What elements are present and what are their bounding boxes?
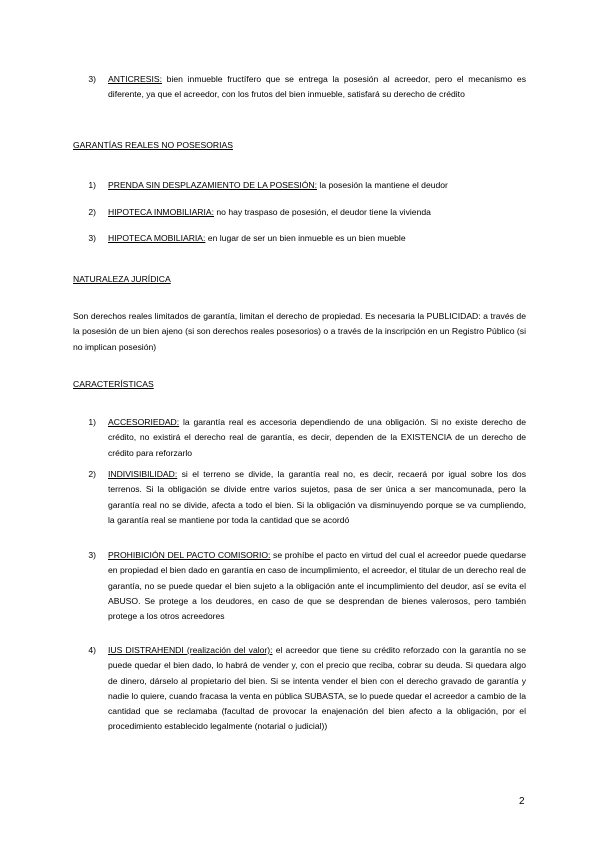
item-number: 2) [88,207,96,217]
section-paragraph: Son derechos reales limitados de garantía, limitan el derecho de propiedad. Es necesaria la PUBLICIDAD: a través de la posesión de un bien ajeno (si son derechos reales posesorios) o a través de la inscripción en un Registro Público (si no implican posesión) [73,311,526,352]
item-description: la posesión la mantiene el deudor [317,180,448,190]
item-text [108,548,526,624]
item-text [108,415,526,461]
item-number: 1) [88,417,96,427]
item-number: 1) [88,180,96,190]
item-text [108,231,538,246]
item-text [108,178,538,193]
item-term: PROHIBICIÓN DEL PACTO COMISORIO: [108,550,271,560]
item-number: 3) [88,74,96,84]
item-text [108,205,538,220]
item-description: si el terreno se divide, la garantía real no, es decir, recaerá por igual sobre los dos terrenos. Si la obligación se divide entre varios sujetos, pasa de ser única a ser mancomunada, pero la garantía real no se divide, afecta a todo el bien. Si la obligación va disminuyendo porque se va cumpliendo, la garantía real se mantiene por toda la cantidad que se acordó [108,469,526,525]
item-term: IUS DISTRAHENDI (realización del valor): [108,645,273,655]
section-heading: CARACTERÍSTICAS [73,379,154,389]
item-term: HIPOTECA INMOBILIARIA: [108,207,215,217]
item-description: la garantía real es accesoria dependiendo de una obligación. Si no existe derecho de crédito, no existirá el derecho real de garantía, es decir, dependen de la EXISTENCIA de un derecho de crédito para reforzarlo [108,417,526,458]
item-text [108,643,526,735]
item-number: 3) [88,550,96,560]
item-number: 2) [88,469,96,479]
item-term: ACCESORIEDAD: [108,417,180,427]
item-description: el acreedor que tiene su crédito reforzado con la garantía no se puede quedar el bien dado, lo habrá de vender y, con el precio que reciba, cobrar su deuda. Si quedara algo de dinero, dárselo al propietario del bien. Si se intenta vender el bien con el derecho gravado de garantía y nadie lo quiere, cuando fracasa la venta en pública SUBASTA, se lo puede quedar el acreedor a cambio de la cantidad que se reclamaba (facultad de provocar la enajenación del bien afecto a la obligación, por el procedimiento establecido legalmente (notarial o judicial)) [108,645,526,732]
section-heading: GARANTÍAS REALES NO POSESORIAS [73,140,233,150]
item-number: 3) [88,233,96,243]
section-heading: NATURALEZA JURÍDICA [73,274,171,284]
item-description: se prohíbe el pacto en virtud del cual el acreedor puede quedarse en propiedad el bien dado en garantía en caso de incumplimiento, el acreedor, el titular de un derecho real de garantía, no se puede quedar el bien sujeto a la obligación ante el incumplimiento del deudor, así se evita el ABUSO. Se protege a los deudores, en caso de que se desprendan de bienes valerosos, pero también protege a los otros acreedores [108,550,526,622]
item-number: 4) [88,645,96,655]
item-description: bien inmueble fructífero que se entrega la posesión al acreedor, pero el mecanismo es diferente, ya que el acreedor, con los frutos del bien inmueble, satisfará su derecho de crédito [108,74,526,100]
item-text [108,467,526,528]
item-term: PRENDA SIN DESPLAZAMIENTO DE LA POSESIÓN: [108,180,318,190]
item-description: en lugar de ser un bien inmueble es un bien mueble [205,233,406,243]
item-text [108,72,526,103]
item-term: INDIVISIBILIDAD: [108,469,178,479]
item-term: ANTICRESIS: [108,74,162,84]
item-description: no hay traspaso de posesión, el deudor tiene la vivienda [214,207,431,217]
item-term: HIPOTECA MOBILIARIA: [108,233,206,243]
page-number: 2 [519,796,525,807]
